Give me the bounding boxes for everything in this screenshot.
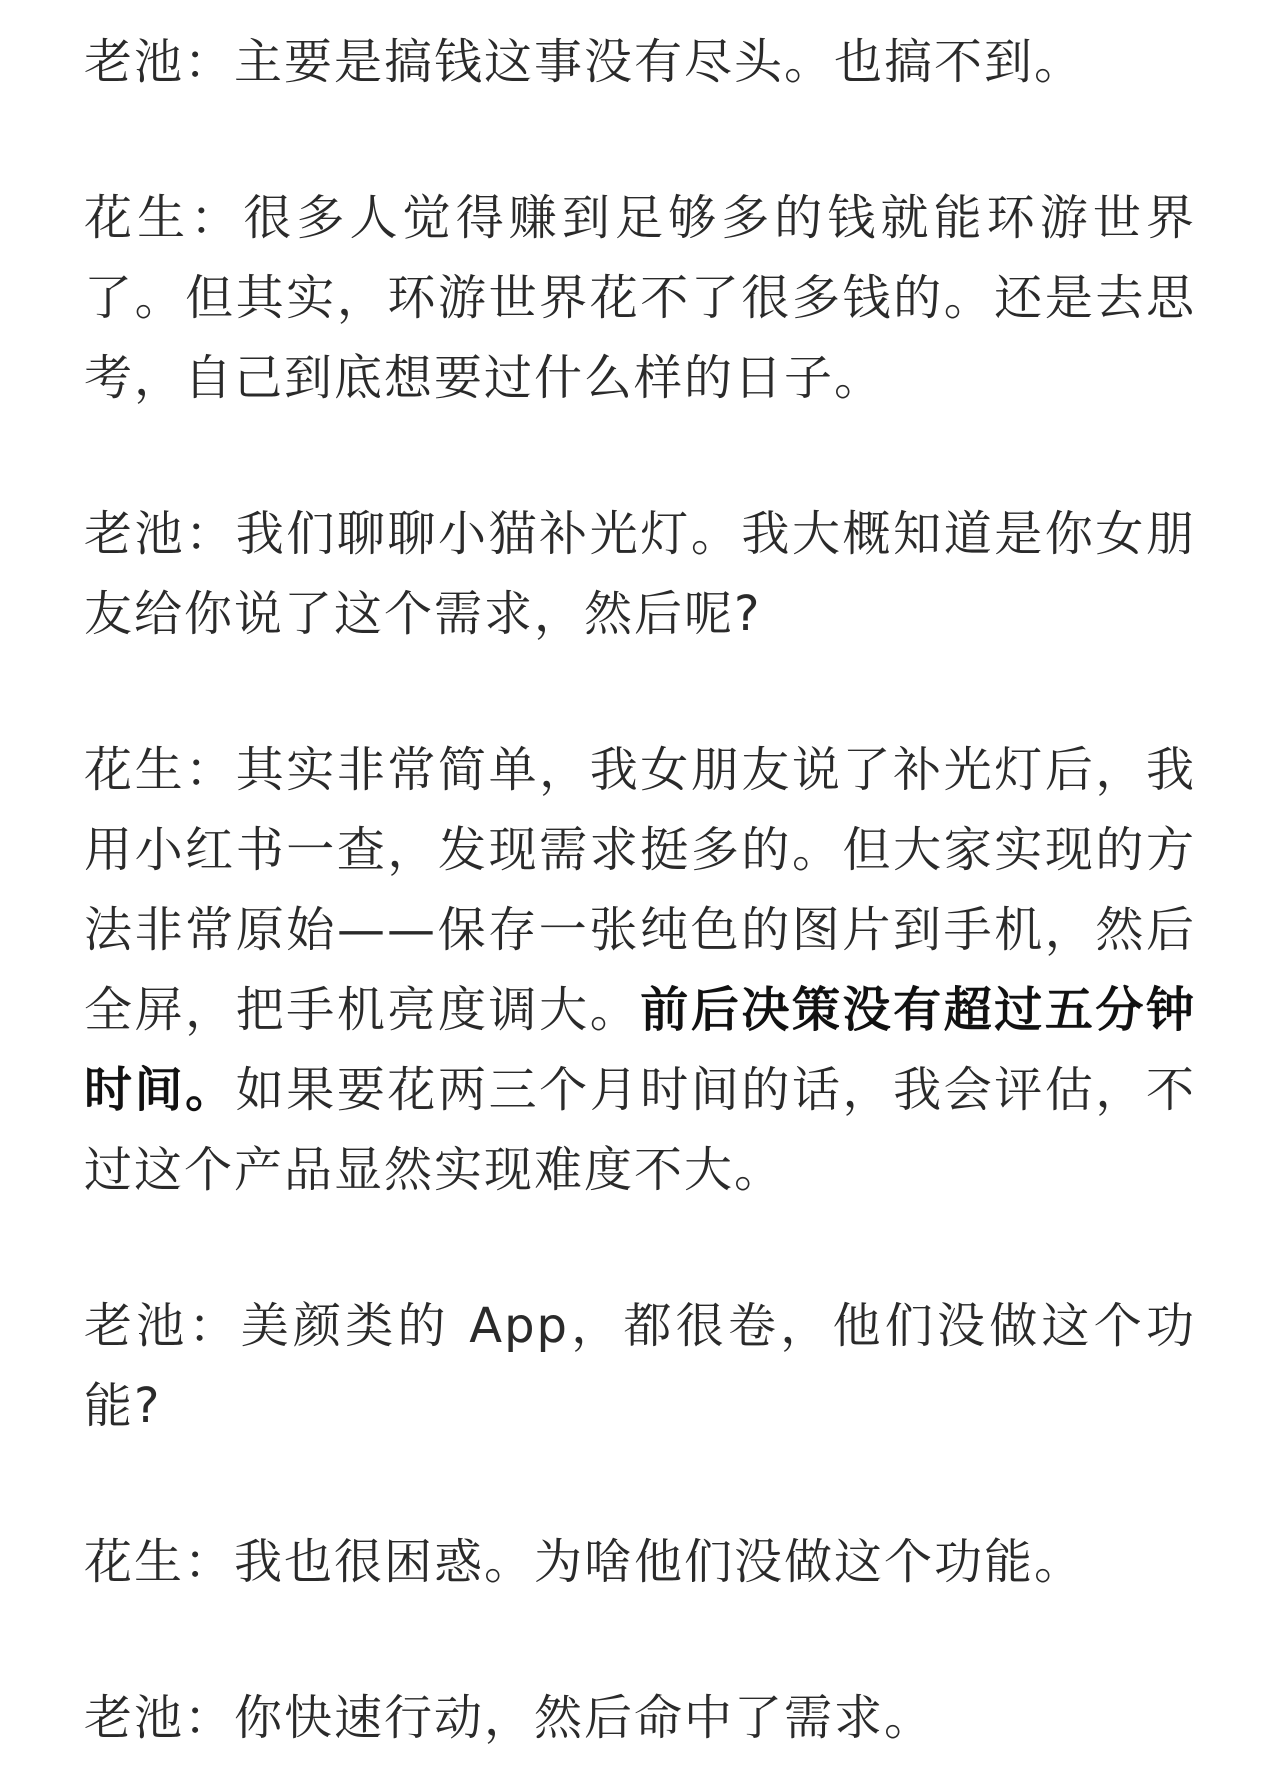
dialogue-paragraph <box>84 178 1196 418</box>
dialogue-paragraph <box>84 494 1196 654</box>
speaker-separator: ： <box>185 742 236 798</box>
speaker-separator: ： <box>188 1298 241 1354</box>
speaker-separator: ： <box>184 1534 235 1590</box>
dialogue-paragraph <box>84 1522 1196 1602</box>
dialogue-paragraph <box>84 22 1196 102</box>
speaker-name: 老池 <box>84 1298 189 1354</box>
speaker-name: 花生 <box>84 742 186 798</box>
speaker-separator: ： <box>185 506 236 562</box>
dialogue-text: 我们聊聊小猫补光灯。我大概知道是你女朋友给你说了这个需求，然后呢? <box>84 506 1196 642</box>
dialogue-text: 主要是搞钱这事没有尽头。也搞不到。 <box>234 34 1085 90</box>
dialogue-text: 我也很困惑。为啥他们没做这个功能。 <box>234 1534 1085 1590</box>
speaker-name: 老池 <box>84 34 185 90</box>
speaker-separator: ： <box>184 34 235 90</box>
dialogue-text: 你快速行动，然后命中了需求。 <box>234 1690 935 1746</box>
dialogue-text: 其实非常简单，我女朋友说了补光灯后，我用小红书一查，发现需求挺多的。但大家实现的方法非常原始——保存一张纯色的图片到手机，然后全屏，把手机亮度调大。 <box>84 742 1196 1038</box>
dialogue-paragraph <box>84 730 1196 1210</box>
dialogue-text: 如果要花两三个月时间的话，我会评估，不过这个产品显然实现难度不大。 <box>84 1062 1196 1198</box>
dialogue-paragraph <box>84 1678 1196 1758</box>
speaker-name: 花生 <box>84 1534 185 1590</box>
dialogue-emphasis: 前后决策没有超过五分钟时间。 <box>84 982 1196 1118</box>
speaker-name: 老池 <box>84 1690 185 1746</box>
dialogue-text: 很多人觉得赚到足够多的钱就能环游世界了。但其实，环游世界花不了很多钱的。还是去思考，自己到底想要过什么样的日子。 <box>84 190 1196 406</box>
speaker-separator: ： <box>190 190 244 246</box>
dialogue-paragraph <box>84 1286 1196 1446</box>
speaker-name: 老池 <box>84 506 186 562</box>
speaker-name: 花生 <box>84 190 191 246</box>
interview-transcript <box>84 22 1196 1758</box>
dialogue-text: 美颜类的 App，都很卷，他们没做这个功能? <box>84 1298 1196 1434</box>
speaker-separator: ： <box>184 1690 235 1746</box>
